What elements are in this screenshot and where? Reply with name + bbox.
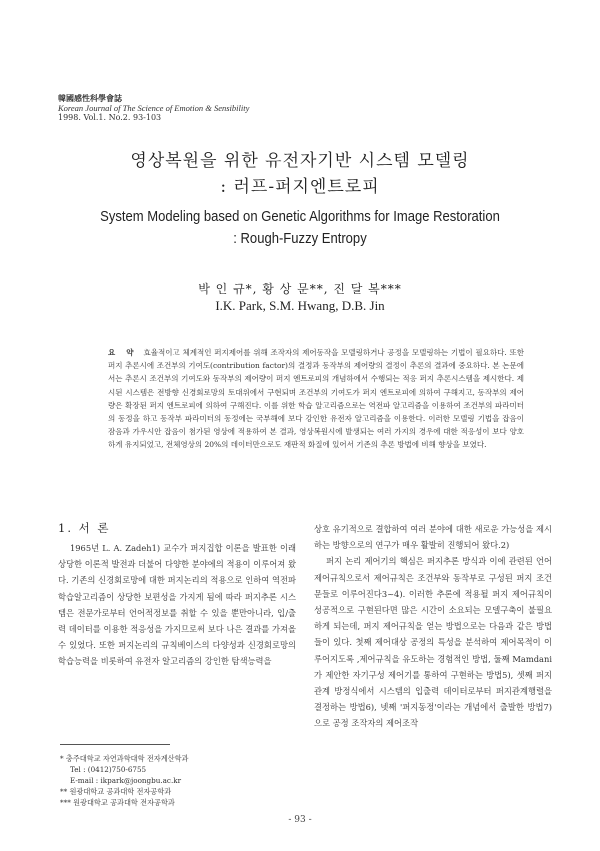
authors-english: I.K. Park, S.M. Hwang, D.B. Jin xyxy=(215,298,385,313)
authors-korean: 박 인 규*, 황 상 문**, 진 달 복*** xyxy=(198,282,402,296)
right-paragraph-1: 상호 유기적으로 결합하여 여러 분야에 대한 새로운 가능성을 제시하는 방향으로의 연구가 매우 활발히 진행되어 왔다.2) xyxy=(314,524,552,551)
abstract-text: 효율적이고 체계적인 퍼지제어를 위해 조작자의 제어동작을 모델링하거나 공정을 모델링하는 기법이 필요하다. 또한 퍼지 추론시에 조건부의 기여도(contribution factor)의 결정과 동작부의 제어량의 결정이 추론의 결과에 중요하다. 본 논문에서는 추론시 조건부의 기여도와 동작부의 제어량이 퍼지 엔트로피의 개념하에서 수행되는 적응 퍼지 추론시스템을 제시한다. 제시된 시스템은 전방향 신경회로망의 토대위에서 구현되며 조건부의 기여도가 퍼지 엔트로피에 의하여 구해지고, 동작부의 제어량은 확장된 퍼지 엔트로피에 의하여 구해진다. 이를 위한 학습 알고리즘으로는 역전파 알고리즘을 이용하여 조건부의 파라미터의 동정을 하고 동작부 파라미터의 동정에는 국부해에 보다 강인한 유전자 알고리즘을 이용한다. 이러한 모델링 기법을 잡음이 잠음과 가우시안 잡음이 첨가된 영상에 적용하여 본 결과, 영상복원시에 발생되는 여러 가지의 경우에 대한 적응성이 보다 양호하게 유지되었고, 전체영상의 20%의 데이터만으로도 재판적 화질에 있어서 기존의 추론 방법에 비해 향상을 보였다. xyxy=(108,348,524,450)
footnote-2: ** 원광대학교 공과대학 전자공학과 xyxy=(60,787,172,796)
footnotes xyxy=(60,744,290,808)
footnote-1: * 충주대학교 자연과학대학 전자계산학과 xyxy=(60,754,189,763)
title-korean-line2: : 러프-퍼지엔트로피 xyxy=(220,177,380,197)
intro-paragraph: 1965년 L. A. Zadeh1) 교수가 퍼지집합 이론을 발표한 이래 상당한 이론적 발전과 더불어 다양한 분야에의 적용이 이루어져 왔다. 기존의 신경회로망에 대한 퍼지논리의 적용으로 인하여 역전파 학습알고리즘이 상당한 보편성을 가지게 됨에 따라 퍼지추론 시스템은 전문가로부터 언어적정보를 취할 수 있을 뿐만아니라, 입/출력 데이터를 이용한 적응성을 가지므로써 보다 나은 결과를 가져올 수 있었다. 또한 퍼지논리의 규칙베이스의 다양성과 신경회로망의 학습능력을 비롯하여 유전자 알고리즘의 강인한 탐색능력을 xyxy=(58,543,296,667)
title-korean-line1: 영상복원을 위한 유전자기반 시스템 모델링 xyxy=(130,151,470,171)
right-paragraph-2: 퍼지 논리 제어기의 핵심은 퍼지추론 방식과 이에 관련된 언어 제어규칙으로서 제어규칙은 조건부와 동작부로 구성된 퍼지 조건문들로 이루어진다3~4). 이러한 추론에 적용될 퍼지 제어규칙이 성공적으로 구현된다면 많은 시간이 소요되는 모델구축이 불필요하게 되는데, 퍼지 제어규칙을 얻는 방법으로는 다음과 같은 방법들이 있다. 첫째 제어대상 공정의 특성을 분석하여 제어목적이 이루어지도록 ,제어규칙을 유도하는 경험적인 방법, 둘째 Mamdani가 제안한 자기구성 제어기를 통하여 구현하는 방법5), 셋째 퍼지관계 방정식에서 시스템의 입출력 데이터로부터 퍼지관계행렬을 결정하는 방법6), 넷째 '퍼지동정'이라는 개념에서 출발한 방법7)으로 공정 조작자의 제어조작 xyxy=(314,556,552,729)
footnote-3: *** 원광대학교 공과대학 전자공학과 xyxy=(60,798,175,807)
left-column xyxy=(58,540,296,670)
right-column xyxy=(314,521,552,732)
footnote-tel: Tel : (0412)750-6755 xyxy=(70,765,147,774)
section-heading: 1. 서 론 xyxy=(58,521,111,535)
society-name: 韓國感性科學會誌 xyxy=(58,93,122,103)
footnote-divider xyxy=(60,744,170,745)
volume-info: 1998. Vol.1. No.2. 93-103 xyxy=(58,113,162,122)
title-english-line2: : Rough-Fuzzy Entropy xyxy=(233,231,367,247)
journal-header xyxy=(58,93,249,123)
page-number: - 93 - xyxy=(288,815,312,825)
title-english-line1: System Modeling based on Genetic Algorithms for Image Restoration xyxy=(100,209,500,225)
journal-name: Korean Journal of The Science of Emotion & Sensibility xyxy=(58,103,250,113)
footnote-email: E-mail : ikpark@joongbu.ac.kr xyxy=(70,776,182,785)
abstract xyxy=(108,346,524,452)
abstract-label: 요 약 xyxy=(108,348,138,357)
